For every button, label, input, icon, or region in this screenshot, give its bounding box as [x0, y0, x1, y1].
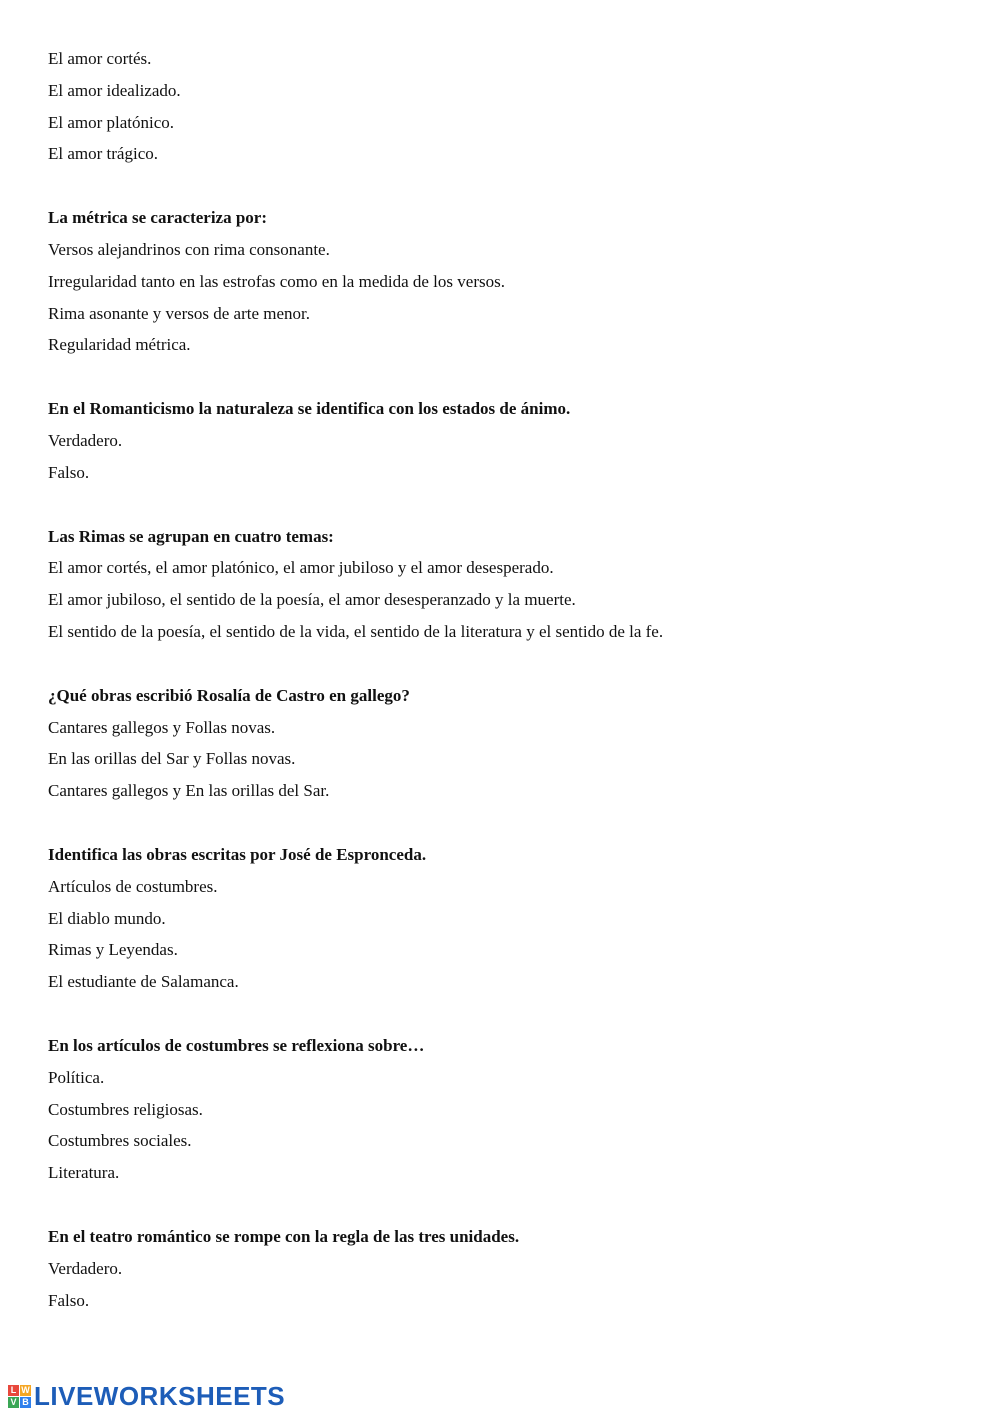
- answer-option[interactable]: El sentido de la poesía, el sentido de la vida, el sentido de la literatura y el sentido de la fe.: [48, 621, 664, 641]
- answer-option[interactable]: Costumbres sociales.: [48, 1131, 192, 1151]
- answer-option[interactable]: Cantares gallegos y En las orillas del Sar.: [48, 781, 330, 801]
- question-block-6: [48, 839, 968, 998]
- worksheet-content: [48, 43, 968, 1348]
- answer-option[interactable]: Verdadero.: [48, 1258, 123, 1278]
- logo-letter: W: [21, 1384, 30, 1395]
- question-text: En el Romanticismo la naturaleza se identifica con los estados de ánimo.: [48, 399, 571, 419]
- question-block-8: [48, 1221, 968, 1316]
- answer-option[interactable]: Irregularidad tanto en las estrofas como en la medida de los versos.: [48, 271, 505, 291]
- answer-option[interactable]: Cantares gallegos y Follas novas.: [48, 717, 276, 737]
- answer-option[interactable]: Literatura.: [48, 1163, 120, 1183]
- question-text: En el teatro romántico se rompe con la regla de las tres unidades.: [48, 1226, 520, 1246]
- answer-option[interactable]: Rimas y Leyendas.: [48, 940, 178, 960]
- answer-option[interactable]: El amor cortés, el amor platónico, el amor jubiloso y el amor desesperado.: [48, 558, 554, 578]
- answer-option[interactable]: El estudiante de Salamanca.: [48, 972, 239, 992]
- logo-letter: V: [8, 1397, 19, 1408]
- brand-text: LIVEWORKSHEETS: [34, 1380, 286, 1411]
- question-text: Las Rimas se agrupan en cuatro temas:: [48, 526, 334, 546]
- logo-letter: L: [8, 1385, 19, 1396]
- answer-option[interactable]: El amor idealizado.: [48, 80, 181, 100]
- question-block-4: [48, 521, 968, 648]
- answer-option[interactable]: Política.: [48, 1067, 105, 1087]
- answer-option[interactable]: El amor cortés.: [48, 49, 152, 68]
- question-block-1: [48, 43, 968, 170]
- question-block-5: [48, 680, 968, 807]
- answer-option[interactable]: Artículos de costumbres.: [48, 876, 218, 896]
- question-block-3: [48, 393, 968, 488]
- answer-option[interactable]: Falso.: [48, 462, 90, 482]
- answer-option[interactable]: Regularidad métrica.: [48, 335, 191, 355]
- liveworksheets-logo: [8, 1380, 285, 1412]
- logo-letter: B: [20, 1397, 31, 1408]
- question-block-7: [48, 1030, 968, 1189]
- answer-option[interactable]: El amor platónico.: [48, 112, 175, 132]
- question-text: La métrica se caracteriza por:: [48, 208, 267, 228]
- answer-option[interactable]: Versos alejandrinos con rima consonante.: [48, 239, 330, 259]
- question-text: Identifica las obras escritas por José de Espronceda.: [48, 844, 427, 864]
- question-text: ¿Qué obras escribió Rosalía de Castro en gallego?: [48, 685, 410, 705]
- answer-option[interactable]: El amor trágico.: [48, 144, 158, 164]
- answer-option[interactable]: El amor jubiloso, el sentido de la poesía, el amor desesperanzado y la muerte.: [48, 590, 576, 610]
- question-block-2: [48, 202, 968, 361]
- question-text: En los artículos de costumbres se reflexiona sobre…: [48, 1035, 425, 1055]
- answer-option[interactable]: Verdadero.: [48, 430, 123, 450]
- logo-mark-icon: [8, 1385, 31, 1408]
- answer-option[interactable]: Rima asonante y versos de arte menor.: [48, 303, 311, 323]
- answer-option[interactable]: Costumbres religiosas.: [48, 1099, 203, 1119]
- answer-option[interactable]: En las orillas del Sar y Follas novas.: [48, 749, 296, 769]
- answer-option[interactable]: Falso.: [48, 1290, 90, 1310]
- answer-option[interactable]: El diablo mundo.: [48, 908, 166, 928]
